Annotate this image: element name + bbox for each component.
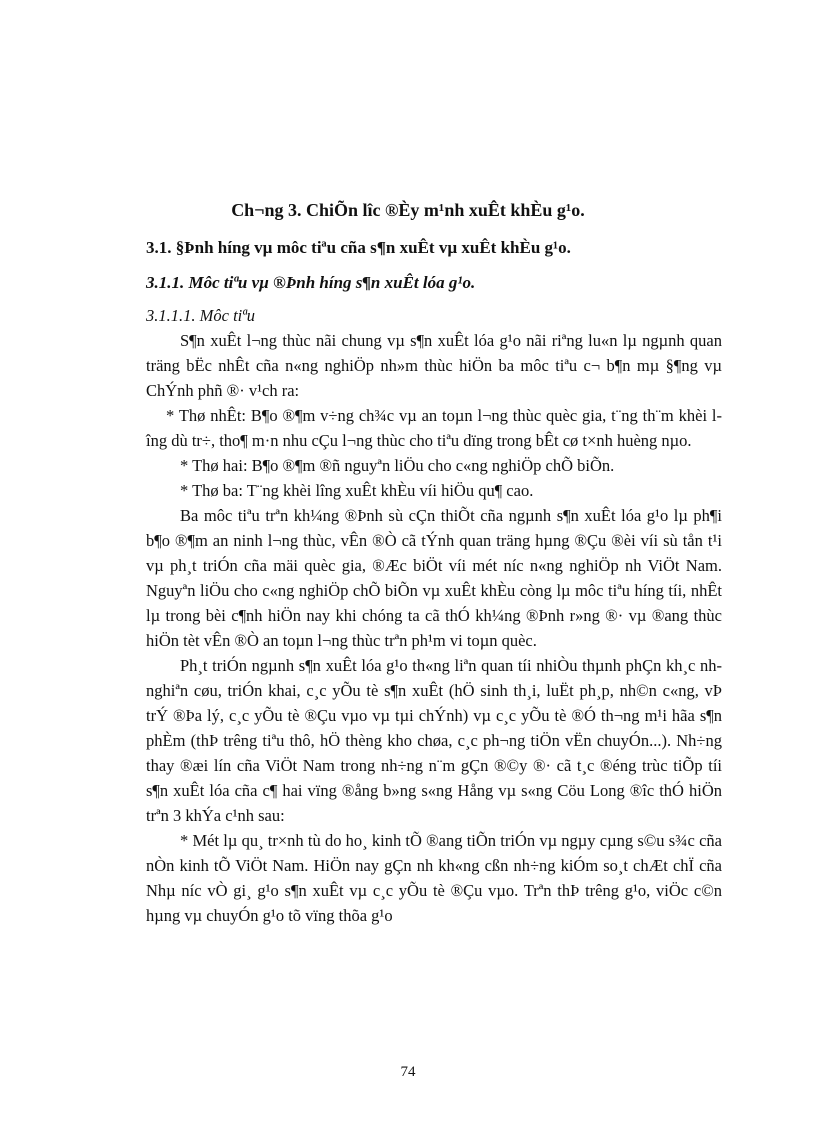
- bullet-paragraph: * Mét lµ qu¸ tr×nh tù do ho¸ kinh tÕ ®ang tiÕn triÓn vµ ngµy cµng s©u s¾c cña nÒn kinh tÕ ViÖt Nam. HiÖn nay gÇn nh kh«ng cßn nh÷ng kiÓm so¸t chÆt chÏ cña Nhµ níc vÒ gi¸ g¹o s¶n xuÊt vµ c¸c yÕu tè ®Çu vµo. Trªn thÞ trêng g¹o, viÖc c©n hµng vµ chuyÓn g¹o tõ vïng thõa g¹o: [146, 831, 722, 925]
- bullet-paragraph: * Thø nhÊt: B¶o ®¶m v÷ng ch¾c vµ an toµn l¬ng thùc quèc gia, t¨ng th¨m khèi lîng dù tr÷, tho¶ m·n nhu cÇu l¬ng thùc cho tiªu dïng trong bÊt cø t×nh huèng nµo.: [146, 406, 722, 450]
- paragraph: Ph¸t triÓn ngµnh s¶n xuÊt lóa g¹o th«ng liªn quan tíi nhiÒu thµnh phÇn kh¸c nh nghiªn cøu, triÓn khai, c¸c yÕu tè s¶n xuÊt (hÖ sinh th¸i, luËt ph¸p, nh©n c«ng, vÞ trÝ ®Þa lý, c¸c yÕu tè ®Çu vµo vµ tµi chÝnh) vµ c¸c yÕu tè ®Ó th¬ng m¹i hãa s¶n phÈm (thÞ trêng tiªu thô, hÖ thèng kho chøa, c¸c ph¬ng tiÖn vËn chuyÓn...). Nh÷ng thay ®æi lín cña ViÖt Nam trong nh÷ng n¨m gÇn ®©y ®· cã t¸c ®éng trùc tiÕp tíi s¶n xuÊt lóa cña c¶ hai vïng ®ång b»ng s«ng Hång vµ s«ng Cöu Long ®îc thÓ hiÖn trªn 3 khÝa c¹nh sau:: [146, 656, 722, 825]
- paragraph: S¶n xuÊt l¬ng thùc nãi chung vµ s¶n xuÊt lóa g¹o nãi riªng lu«n lµ ngµnh quan träng bËc nhÊt cña n«ng nghiÖp nh»m thùc hiÖn ba môc tiªu c¬ b¶n mµ §¶ng vµ ChÝnh phñ ®· v¹ch ra:: [146, 331, 722, 400]
- paragraph: Ba môc tiªu trªn kh¼ng ®Þnh sù cÇn thiÕt cña ngµnh s¶n xuÊt lóa g¹o lµ ph¶i b¶o ®¶m an ninh l¬ng thùc, vÊn ®Ò cã tÝnh quan träng hµng ®Çu ®èi víi sù tån t¹i vµ ph¸t triÓn cña mäi quèc gia, ®Æc biÖt víi mét níc n«ng nghiÖp nh ViÖt Nam. Nguyªn liÖu cho c«ng nghiÖp chÕ biÕn vµ xuÊt khÈu còng lµ môc tiªu híng tíi, nhÊt lµ trong bèi c¶nh hiÖn nay khi chóng ta cã thÓ kh¼ng ®Þnh r»ng ®· vµ ®ang thùc hiÖn tèt vÊn ®Ò an toµn l¬ng thùc trªn ph¹m vi toµn quèc.: [146, 506, 722, 650]
- page-number: 74: [400, 1064, 416, 1080]
- bullet-paragraph: * Thø ba: T¨ng khèi lîng xuÊt khÈu víi hiÖu qu¶ cao.: [180, 481, 534, 500]
- body-text: [146, 328, 722, 928]
- section-heading-3-1-1: 3.1.1. Môc tiªu vµ ®Þnh híng s¶n xuÊt lóa g¹o.: [146, 273, 476, 292]
- section-heading-3-1: 3.1. §Þnh híng vµ môc tiªu cña s¶n xuÊt vµ xuÊt khÈu g¹o.: [146, 238, 571, 257]
- section-heading-3-1-1-1: 3.1.1.1. Môc tiªu: [146, 306, 256, 325]
- chapter-title: Ch¬ng 3. ChiÕn lîc ®Èy m¹nh xuÊt khÈu g¹o.: [231, 200, 585, 220]
- bullet-paragraph: * Thø hai: B¶o ®¶m ®ñ nguyªn liÖu cho c«ng nghiÖp chÕ biÕn.: [180, 456, 615, 475]
